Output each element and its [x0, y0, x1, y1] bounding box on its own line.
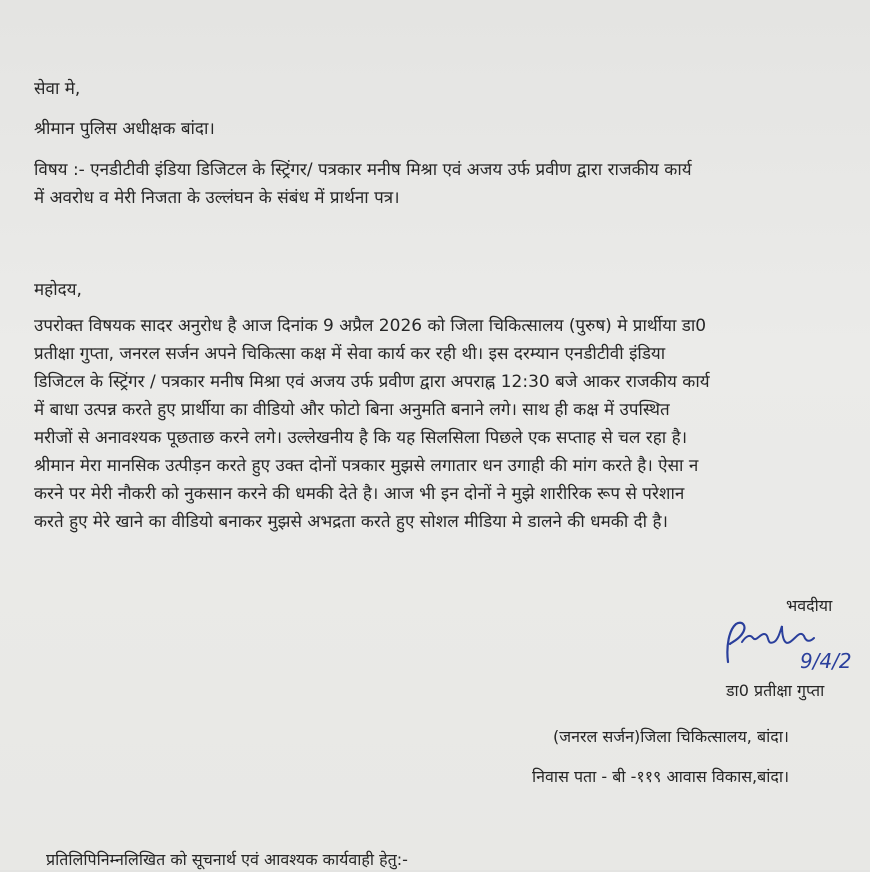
signer-name: डा0 प्रतीक्षा गुप्ता [726, 681, 825, 700]
salutation-to: सेवा मे, [34, 79, 81, 99]
body-line: करने पर मेरी नौकरी को नुकसान करने की धमकी देते है। आज भी इन दोनों ने मुझे शारीरिक रूप से परेशान [34, 484, 685, 504]
greeting: महोदय, [34, 280, 82, 300]
body-line: करते हुए मेरे खाने का वीडियो बनाकर मुझसे अभद्रता करते हुए सोशल मीडिया मे डालने की धमकी दी है। [34, 512, 668, 532]
signer-designation: (जनरल सर्जन)जिला चिकित्सालय, बांदा। [553, 727, 789, 746]
body-line: श्रीमान मेरा मानसिक उत्पीड़न करते हुए उक्त दोनों पत्रकार मुझसे लगातार धन उगाही की मांग करते है। ऐसा न [34, 456, 699, 476]
signature-date: 9/4/2 [800, 649, 852, 673]
copy-to-line: प्रतिलिपिनिम्नलिखित को सूचनार्थ एवं आवश्यक कार्यवाही हेतु:- [46, 850, 408, 869]
body-line: मरीजों से अनावश्यक पूछताछ करने लगे। उल्लेखनीय है कि यह सिलसिला पिछले एक सप्ताह से चल रहा है। [34, 428, 688, 448]
body-line: में बाधा उत्पन्न करते हुए प्रार्थीया का वीडियो और फोटो बिना अनुमति बनाने लगे। साथ ही कक्ष में उपस्थित [34, 400, 670, 420]
subject-line-1: विषय :- एनडीटीवी इंडिया डिजिटल के स्ट्रिंगर/ पत्रकार मनीष मिश्रा एवं अजय उर्फ प्रवीण द्वारा राजकीय कार्य [34, 160, 692, 180]
closing: भवदीया [786, 596, 833, 615]
signer-address: निवास पता - बी -११९ आवास विकास,बांदा। [532, 767, 790, 786]
body-line: उपरोक्त विषयक सादर अनुरोध है आज दिनांक 9 अप्रैल 2026 को जिला चिकित्सालय (पुरुष) मे प्रार्थीया डा0 [34, 316, 707, 336]
body-line: डिजिटल के स्ट्रिंगर / पत्रकार मनीष मिश्रा एवं अजय उर्फ प्रवीण द्वारा अपराह्न 12:30 बजे आकर राजकीय कार्य [34, 372, 710, 392]
body-line: प्रतीक्षा गुप्ता, जनरल सर्जन अपने चिकित्सा कक्ष में सेवा कार्य कर रही थी। इस दरम्यान एनडीटीवी इंडिया [34, 344, 666, 364]
recipient: श्रीमान पुलिस अधीक्षक बांदा। [34, 119, 215, 139]
handwritten-signature [720, 612, 870, 682]
subject-line-2: में अवरोध व मेरी निजता के उल्लंघन के संबंध में प्रार्थना पत्र। [34, 188, 400, 208]
